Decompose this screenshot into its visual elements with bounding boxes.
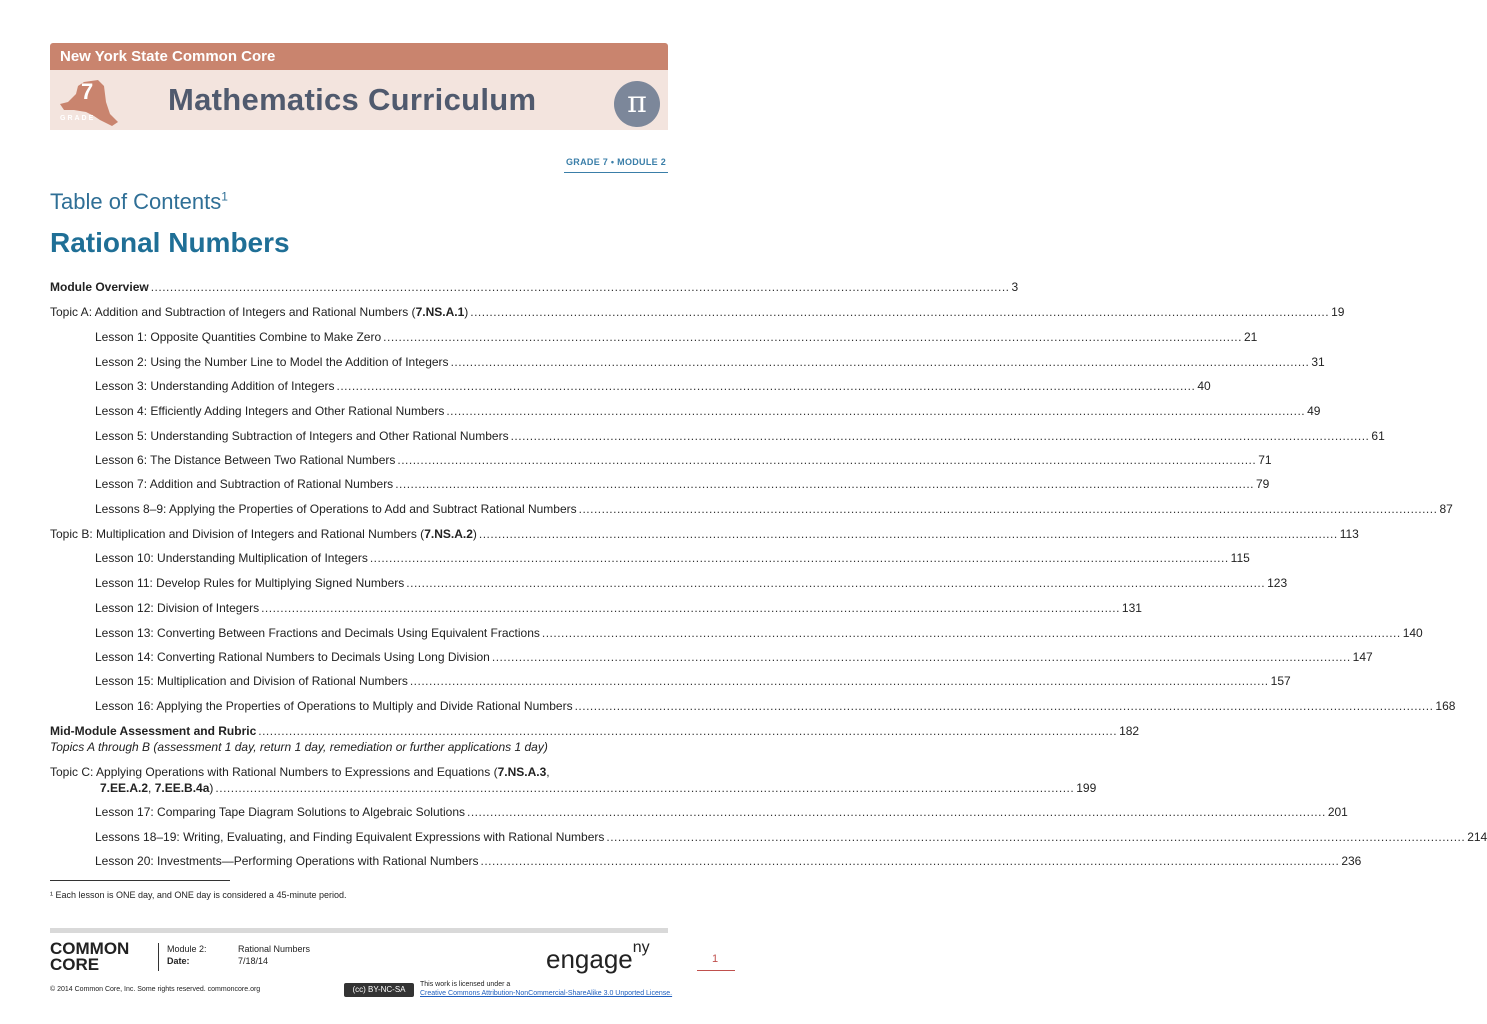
toc-entry-page: 131 — [1121, 601, 1142, 615]
separator: , — [148, 781, 155, 795]
cc-license-badge-icon: (cc) BY-NC-SA — [344, 983, 414, 997]
toc-entry-label: Lesson 3: Understanding Addition of Integers — [95, 379, 335, 393]
toc-entry-label: Lesson 20: Investments—Performing Operations with Rational Numbers — [95, 854, 479, 868]
footer-rule — [50, 928, 668, 933]
toc-entry-page: 3 — [1011, 280, 1019, 294]
license-link[interactable]: Creative Commons Attribution-NonCommercial-ShareAlike 3.0 Unported License. — [420, 990, 673, 997]
paren: ) — [464, 305, 469, 319]
band-title: New York State Common Core — [60, 48, 276, 65]
grade-label: GRADE — [60, 115, 96, 122]
toc-entry-label: Lesson 16: Applying the Properties of Operations to Multiply and Divide Rational Numbers — [95, 699, 573, 713]
footnote: ¹ Each lesson is ONE day, and ONE day is considered a 45-minute period. — [50, 890, 347, 900]
toc-entry-page: 199 — [1076, 781, 1097, 795]
module-tag-underline — [564, 172, 668, 173]
license-text: This work is licensed under a — [420, 981, 511, 988]
toc-entry-lesson[interactable] — [95, 674, 1291, 688]
standard-code: 7.NS.A.2 — [424, 527, 473, 541]
toc-entry-lesson[interactable] — [95, 379, 1211, 393]
date-value: 7/18/14 — [238, 956, 269, 966]
toc-entry-page: 79 — [1256, 477, 1270, 491]
dot-leader — [511, 429, 1370, 443]
toc-entry-label: Lesson 12: Division of Integers — [95, 601, 260, 615]
dot-leader — [258, 724, 1117, 738]
standard-code: 7.NS.A.1 — [415, 305, 465, 319]
toc-heading — [50, 189, 228, 215]
toc-entry-label: Lesson 2: Using the Number Line to Model the Addition of Integers — [95, 355, 449, 369]
pi-icon: π — [614, 81, 660, 127]
brand-sup: ny — [632, 939, 650, 957]
page-number: 1 — [712, 953, 719, 965]
toc-entry-page: 214 — [1467, 830, 1487, 844]
toc-entry-label: Lesson 11: Develop Rules for Multiplying Signed Numbers — [95, 576, 405, 590]
dot-leader — [383, 330, 1242, 344]
dot-leader — [337, 379, 1196, 393]
dot-leader — [370, 551, 1229, 565]
toc-entry-label: Lessons 8–9: Applying the Properties of Operations to Add and Subtract Rational Numbers — [95, 502, 577, 516]
toc-entry-page: 113 — [1339, 527, 1359, 541]
dot-leader — [395, 477, 1254, 491]
toc-entry-lesson[interactable] — [95, 551, 1250, 565]
toc-entry-lesson[interactable] — [95, 404, 1321, 418]
toc-entry-label: Lessons 18–19: Writing, Evaluating, and Finding Equivalent Expressions with Rational Numbers — [95, 830, 605, 844]
header-band — [50, 43, 668, 70]
toc-entry-topic-b[interactable] — [50, 527, 1359, 541]
dot-leader — [579, 502, 1438, 516]
toc-entry-page: 21 — [1243, 330, 1258, 344]
footer-divider — [158, 943, 159, 971]
toc-entry-label: Lesson 4: Efficiently Adding Integers and Other Rational Numbers — [95, 404, 445, 418]
standard-code: 7.NS.A.3 — [497, 765, 547, 779]
logo-line1: COMMON — [50, 939, 130, 958]
toc-entry-page: 71 — [1258, 453, 1272, 467]
toc-entry-page: 168 — [1435, 699, 1456, 713]
toc-entry-lesson[interactable] — [95, 576, 1288, 590]
toc-entry-lesson[interactable] — [95, 477, 1270, 491]
toc-entry-lesson[interactable] — [95, 650, 1373, 664]
standard-code: 7.EE.B.4a — [154, 781, 210, 795]
toc-entry-label: Lesson 15: Multiplication and Division of Rational Numbers — [95, 674, 408, 688]
toc-entry-label: Lesson 6: The Distance Between Two Rational Numbers — [95, 453, 396, 467]
comma: , — [546, 765, 550, 779]
toc-entry-label: Lesson 1: Opposite Quantities Combine to Make Zero — [95, 330, 382, 344]
standard-code: 7.EE.A.2 — [100, 781, 149, 795]
toc-entry-lesson[interactable] — [95, 854, 1362, 868]
toc-entry-topic-a[interactable] — [50, 305, 1345, 319]
toc-entry-lesson[interactable] — [95, 453, 1272, 467]
dot-leader — [542, 626, 1401, 640]
grade-number: 7 — [81, 79, 94, 104]
module-value: Rational Numbers — [238, 944, 311, 954]
toc-entry-mid-module-assessment[interactable] — [50, 724, 1140, 738]
toc-heading-text: Table of Contents — [50, 189, 222, 214]
topic-title: Topic A: Addition and Subtraction of Integers and Rational Numbers ( — [50, 305, 416, 319]
toc-entry-page: 201 — [1327, 805, 1348, 819]
engageny-logo — [546, 939, 650, 975]
toc-entry-lesson[interactable] — [95, 330, 1258, 344]
paren: ) — [472, 527, 477, 541]
toc-entry-topic-c[interactable] — [100, 781, 1097, 795]
page-number-rule — [697, 970, 735, 971]
toc-entry-page: 147 — [1352, 650, 1373, 664]
copyright: © 2014 Common Core, Inc. Some rights reserved. commoncore.org — [50, 986, 261, 993]
dot-leader — [481, 854, 1340, 868]
brand-text: engage — [546, 944, 633, 974]
dot-leader — [470, 305, 1329, 319]
toc-entry-page: 123 — [1267, 576, 1288, 590]
toc-entry-lesson[interactable] — [95, 830, 1487, 844]
toc-entry-page: 61 — [1371, 429, 1385, 443]
toc-entry-lesson[interactable] — [95, 601, 1142, 615]
dot-leader — [397, 453, 1256, 467]
toc-entry-page: 40 — [1197, 379, 1211, 393]
toc-entry-lesson[interactable] — [95, 626, 1423, 640]
toc-entry-label — [50, 527, 477, 541]
toc-entry-page: 49 — [1307, 404, 1321, 418]
footnote-rule — [50, 880, 230, 881]
dot-leader — [406, 576, 1265, 590]
toc-entry-label: Lesson 13: Converting Between Fractions and Decimals Using Equivalent Fractions — [95, 626, 540, 640]
assessment-note: Topics A through B (assessment 1 day, return 1 day, remediation or further applications 1 day) — [50, 740, 548, 754]
toc-entry-lesson[interactable] — [95, 429, 1385, 443]
toc-entry-label — [100, 781, 213, 795]
date-label: Date: — [167, 956, 190, 966]
toc-entry-label: Mid-Module Assessment and Rubric — [50, 724, 257, 738]
module-label: Module 2: — [167, 944, 207, 954]
dot-leader — [261, 601, 1120, 615]
document-title: Rational Numbers — [50, 227, 290, 258]
dot-leader — [492, 650, 1351, 664]
toc-entry-label: Lesson 10: Understanding Multiplication of Integers — [95, 551, 368, 565]
paren: ) — [209, 781, 214, 795]
toc-entry-label: Module Overview — [50, 280, 149, 294]
toc-entry-page: 19 — [1331, 305, 1345, 319]
toc-heading-footnote-ref: 1 — [221, 189, 228, 204]
toc-entry-page: 115 — [1230, 551, 1250, 565]
dot-leader — [575, 699, 1434, 713]
toc-entry-page: 31 — [1311, 355, 1325, 369]
toc-entry-label: Lesson 17: Comparing Tape Diagram Solutions to Algebraic Solutions — [95, 805, 465, 819]
topic-title: Topic B: Multiplication and Division of Integers and Rational Numbers ( — [50, 527, 425, 541]
toc-entry-topic-c-line1[interactable] — [50, 765, 550, 779]
dot-leader — [479, 527, 1338, 541]
toc-entry-page: 236 — [1341, 854, 1362, 868]
toc-entry-lesson[interactable] — [95, 699, 1456, 713]
common-core-logo — [50, 941, 129, 973]
curriculum-title: Mathematics Curriculum — [168, 82, 537, 117]
toc-entry-page: 157 — [1270, 674, 1291, 688]
dot-leader — [446, 404, 1305, 418]
toc-entry-label: Lesson 7: Addition and Subtraction of Rational Numbers — [95, 477, 394, 491]
toc-entry-label: Lesson 14: Converting Rational Numbers to Decimals Using Long Division — [95, 650, 490, 664]
toc-entry-page: 182 — [1119, 724, 1140, 738]
dot-leader — [215, 781, 1074, 795]
toc-entry-page: 87 — [1439, 502, 1453, 516]
topic-title: Topic C: Applying Operations with Rational Numbers to Expressions and Equations ( — [50, 765, 498, 779]
toc-entry-module-overview[interactable] — [50, 280, 1019, 294]
toc-entry-label — [50, 305, 468, 319]
module-tag: GRADE 7 • MODULE 2 — [566, 157, 667, 167]
toc-entry-page: 140 — [1402, 626, 1423, 640]
toc-entry-label: Lesson 5: Understanding Subtraction of Integers and Other Rational Numbers — [95, 429, 509, 443]
dot-leader — [451, 355, 1310, 369]
dot-leader — [410, 674, 1269, 688]
toc-entry-lesson[interactable] — [95, 805, 1348, 819]
dot-leader — [467, 805, 1326, 819]
toc-entry-lesson[interactable] — [95, 355, 1325, 369]
dot-leader — [606, 830, 1465, 844]
dot-leader — [151, 280, 1010, 294]
logo-line2: CORE — [50, 955, 100, 974]
toc-entry-lesson[interactable] — [95, 502, 1453, 516]
